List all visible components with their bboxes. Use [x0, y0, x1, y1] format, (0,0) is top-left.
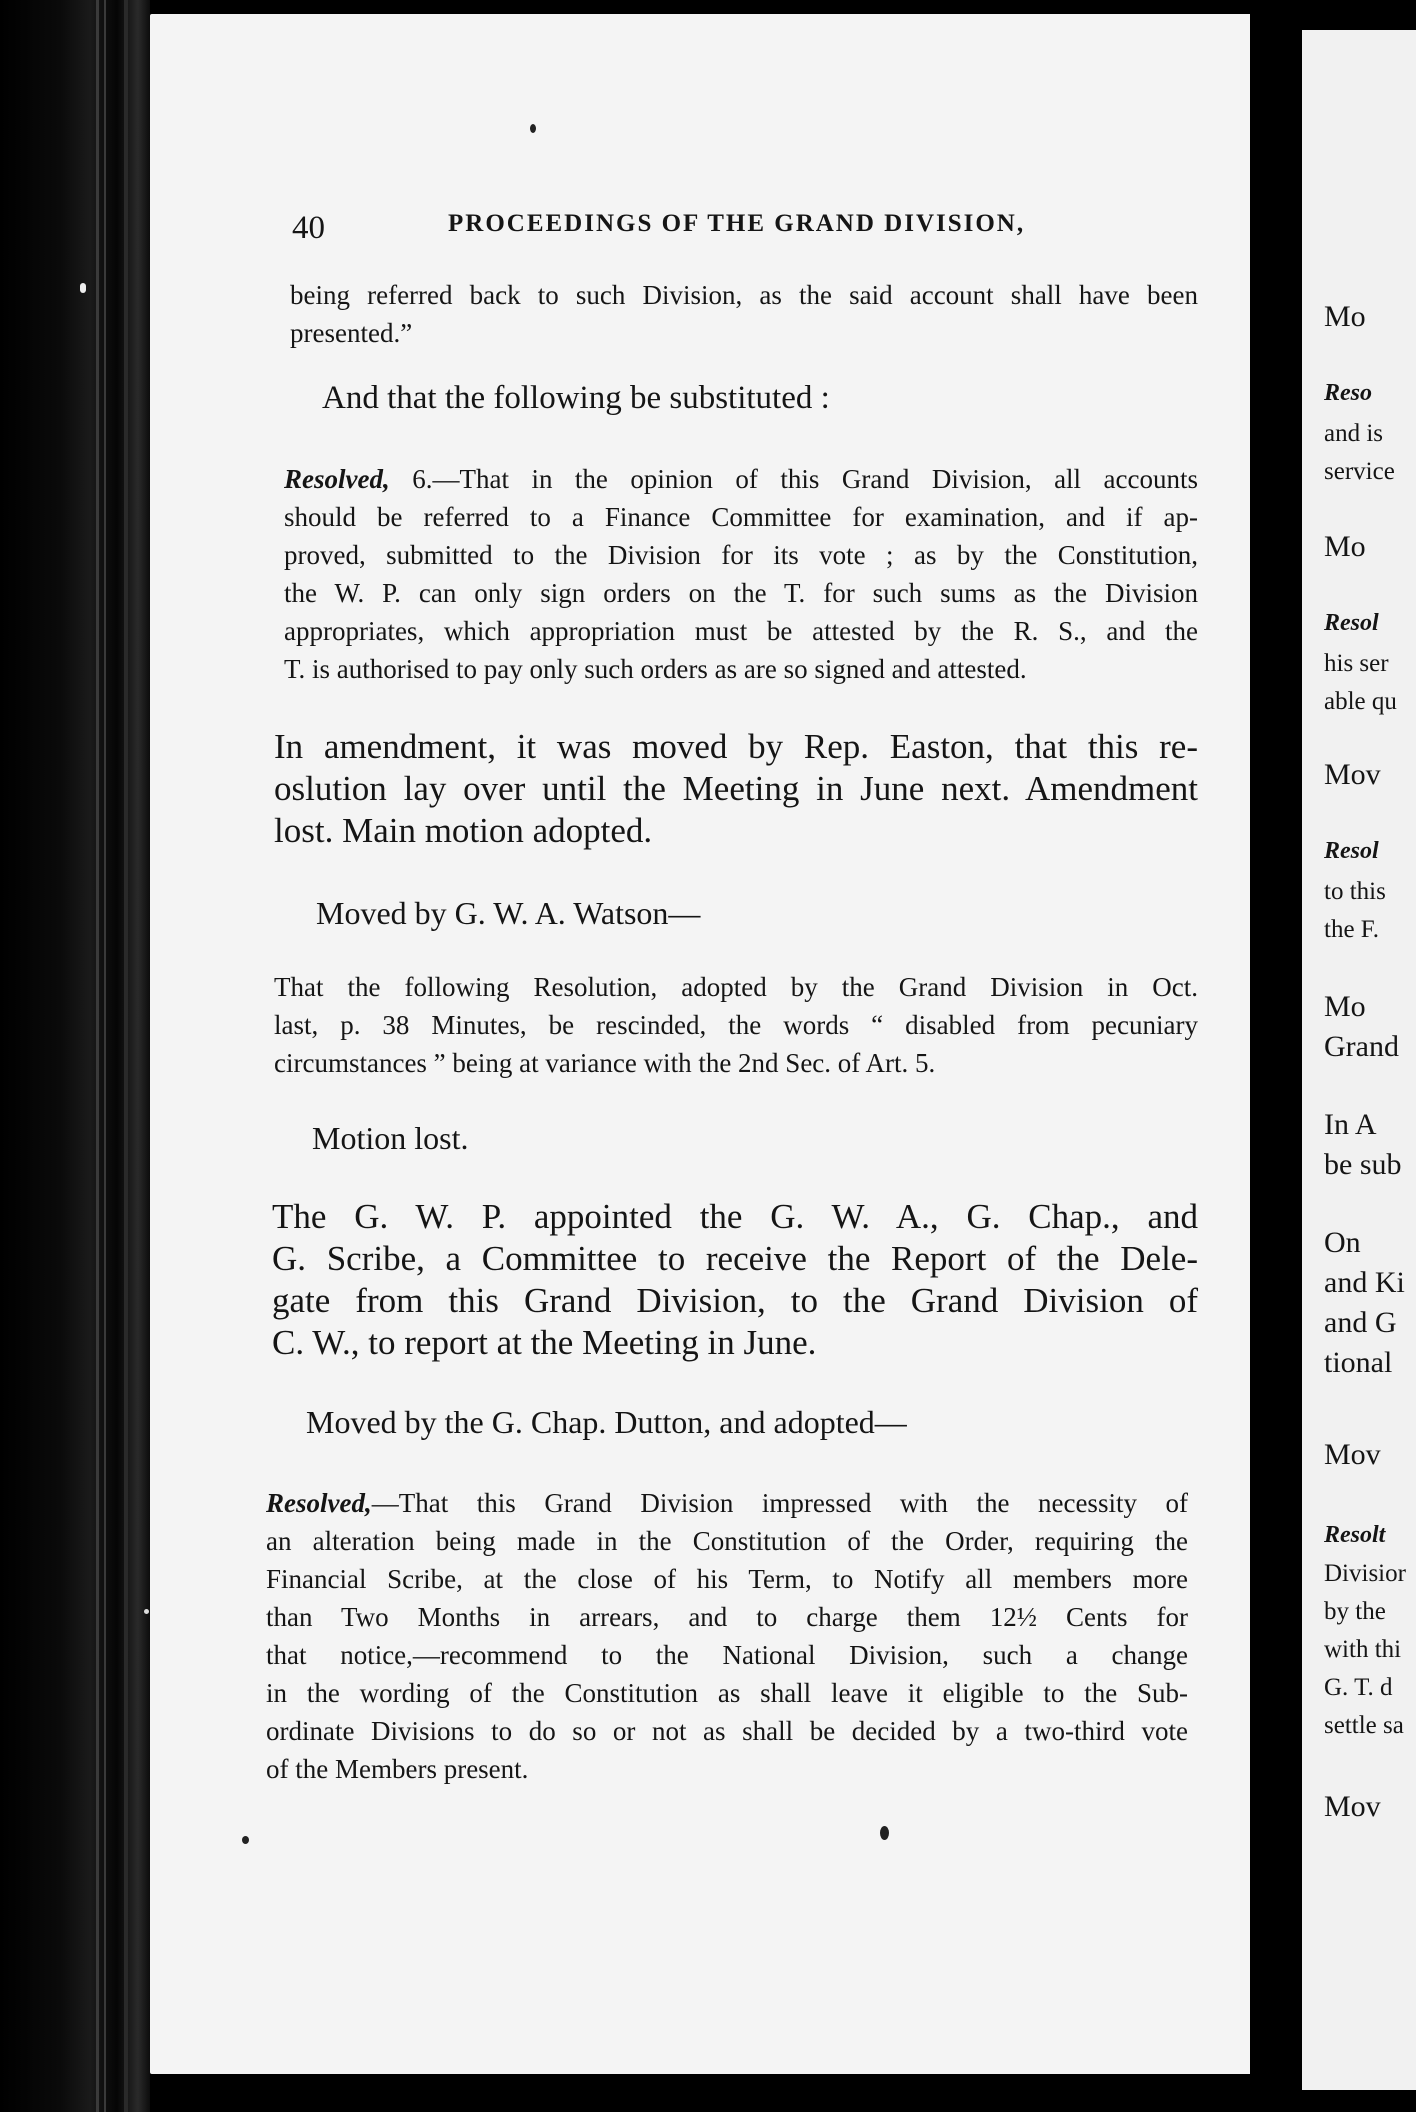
running-head: PROCEEDINGS OF THE GRAND DIVISION,	[448, 210, 1026, 237]
next-page-fragment: G. T. d	[1324, 1674, 1393, 1701]
next-page-fragment: Divisior	[1324, 1560, 1406, 1587]
page-gutter	[1250, 0, 1302, 2112]
text-line: in the wording of the Constitution as shall leave it eligible to the Sub-	[266, 1678, 1188, 1708]
text-line: circumstances ” being at variance with the 2nd Sec. of Art. 5.	[274, 1048, 936, 1078]
next-page-fragment: Mo	[1324, 300, 1366, 333]
book-left-edge	[0, 0, 150, 2112]
resolution-financial-scribe	[266, 1484, 1188, 1788]
next-page-fragment: with thi	[1324, 1636, 1402, 1663]
rescind-paragraph	[274, 968, 1198, 1082]
next-page-fragment: tional	[1324, 1346, 1393, 1379]
text-line: In amendment, it was moved by Rep. Easton, that this re-	[274, 727, 1198, 766]
adjacent-page	[1302, 30, 1416, 2090]
next-page-fragment: and G	[1324, 1306, 1397, 1339]
next-page-fragment: his ser	[1324, 650, 1389, 677]
next-page-fragment: Resol	[1324, 838, 1379, 864]
next-page-fragment: Mov	[1324, 1790, 1381, 1823]
text-line: 6.—That in the opinion of this Grand Division, all accounts	[412, 464, 1199, 494]
text-line: G. Scribe, a Committee to receive the Report of the Dele-	[272, 1239, 1198, 1278]
resolved-lead: Resolved,	[266, 1488, 372, 1518]
text-line: That the following Resolution, adopted by the Grand Division in Oct.	[274, 972, 1198, 1002]
text-line: C. W., to report at the Meeting in June.	[272, 1323, 817, 1362]
continuation-paragraph	[290, 276, 1198, 352]
scan-speck	[530, 124, 536, 133]
next-page-fragment: Resolt	[1324, 1522, 1386, 1548]
text-line: than Two Months in arrears, and to charge them 12½ Cents for	[266, 1602, 1188, 1632]
next-page-fragment: Mov	[1324, 1438, 1381, 1471]
text-line: lost. Main motion adopted.	[274, 811, 653, 850]
next-page-fragment: the F.	[1324, 916, 1379, 943]
next-page-fragment: to this	[1324, 878, 1386, 905]
next-page-fragment: In A	[1324, 1108, 1377, 1141]
text-line: of the Members present.	[266, 1754, 529, 1784]
motion-dutton: Moved by the G. Chap. Dutton, and adopted—	[306, 1404, 907, 1440]
text-line: T. is authorised to pay only such orders as are so signed and attested.	[284, 654, 1027, 684]
text-line: proved, submitted to the Division for its vote ; as by the Constitution,	[284, 540, 1198, 570]
text-line: that notice,—recommend to the National Division, such a change	[266, 1640, 1188, 1670]
substitution-heading: And that the following be substituted :	[322, 380, 830, 416]
next-page-fragment: Mov	[1324, 758, 1381, 791]
next-page-fragment: by the	[1324, 1598, 1386, 1625]
next-page-fragment: Reso	[1324, 380, 1372, 406]
text-line: appropriates, which appropriation must be attested by the R. S., and the	[284, 616, 1198, 646]
next-page-fragment: Mo	[1324, 990, 1366, 1023]
scan-speck	[242, 1836, 249, 1844]
next-page-fragment: able qu	[1324, 688, 1397, 715]
next-page-fragment: settle sa	[1324, 1712, 1404, 1739]
committee-paragraph	[272, 1196, 1198, 1364]
motion-watson: Moved by G. W. A. Watson—	[316, 895, 701, 931]
scan-speck	[144, 1609, 149, 1614]
text-line: —That this Grand Division impressed with the necessity of	[371, 1488, 1188, 1518]
text-line: should be referred to a Finance Committee for examination, and if ap-	[284, 502, 1198, 532]
text-line: oslution lay over until the Meeting in June next. Amendment	[274, 769, 1198, 808]
resolved-lead: Resolved,	[284, 464, 390, 494]
text-line: being referred back to such Division, as the said account shall have been	[290, 280, 1198, 310]
page-number: 40	[292, 210, 325, 246]
resolution-six	[284, 460, 1198, 688]
text-line: The G. W. P. appointed the G. W. A., G. Chap., and	[272, 1197, 1198, 1236]
next-page-fragment: be sub	[1324, 1148, 1402, 1181]
next-page-fragment: and is	[1324, 420, 1384, 447]
next-page-fragment: Mo	[1324, 530, 1366, 563]
next-page-fragment: service	[1324, 458, 1395, 485]
next-page-fragment: and Ki	[1324, 1266, 1405, 1299]
text-line: an alteration being made in the Constitution of the Order, requiring the	[266, 1526, 1188, 1556]
next-page-fragment: On	[1324, 1226, 1361, 1259]
text-line: Financial Scribe, at the close of his Term, to Notify all members more	[266, 1564, 1188, 1594]
scan-speck	[880, 1826, 889, 1840]
text-line: presented.”	[290, 318, 413, 348]
motion-lost: Motion lost.	[312, 1120, 469, 1156]
text-line: ordinate Divisions to do so or not as shall be decided by a two-third vote	[266, 1716, 1188, 1746]
text-line: the W. P. can only sign orders on the T. for such sums as the Division	[284, 578, 1198, 608]
text-line: gate from this Grand Division, to the Grand Division of	[272, 1281, 1198, 1320]
next-page-fragment: Resol	[1324, 610, 1379, 636]
amendment-paragraph	[274, 726, 1198, 852]
text-line: last, p. 38 Minutes, be rescinded, the words “ disabled from pecuniary	[274, 1010, 1198, 1040]
next-page-fragment: Grand	[1324, 1030, 1399, 1063]
